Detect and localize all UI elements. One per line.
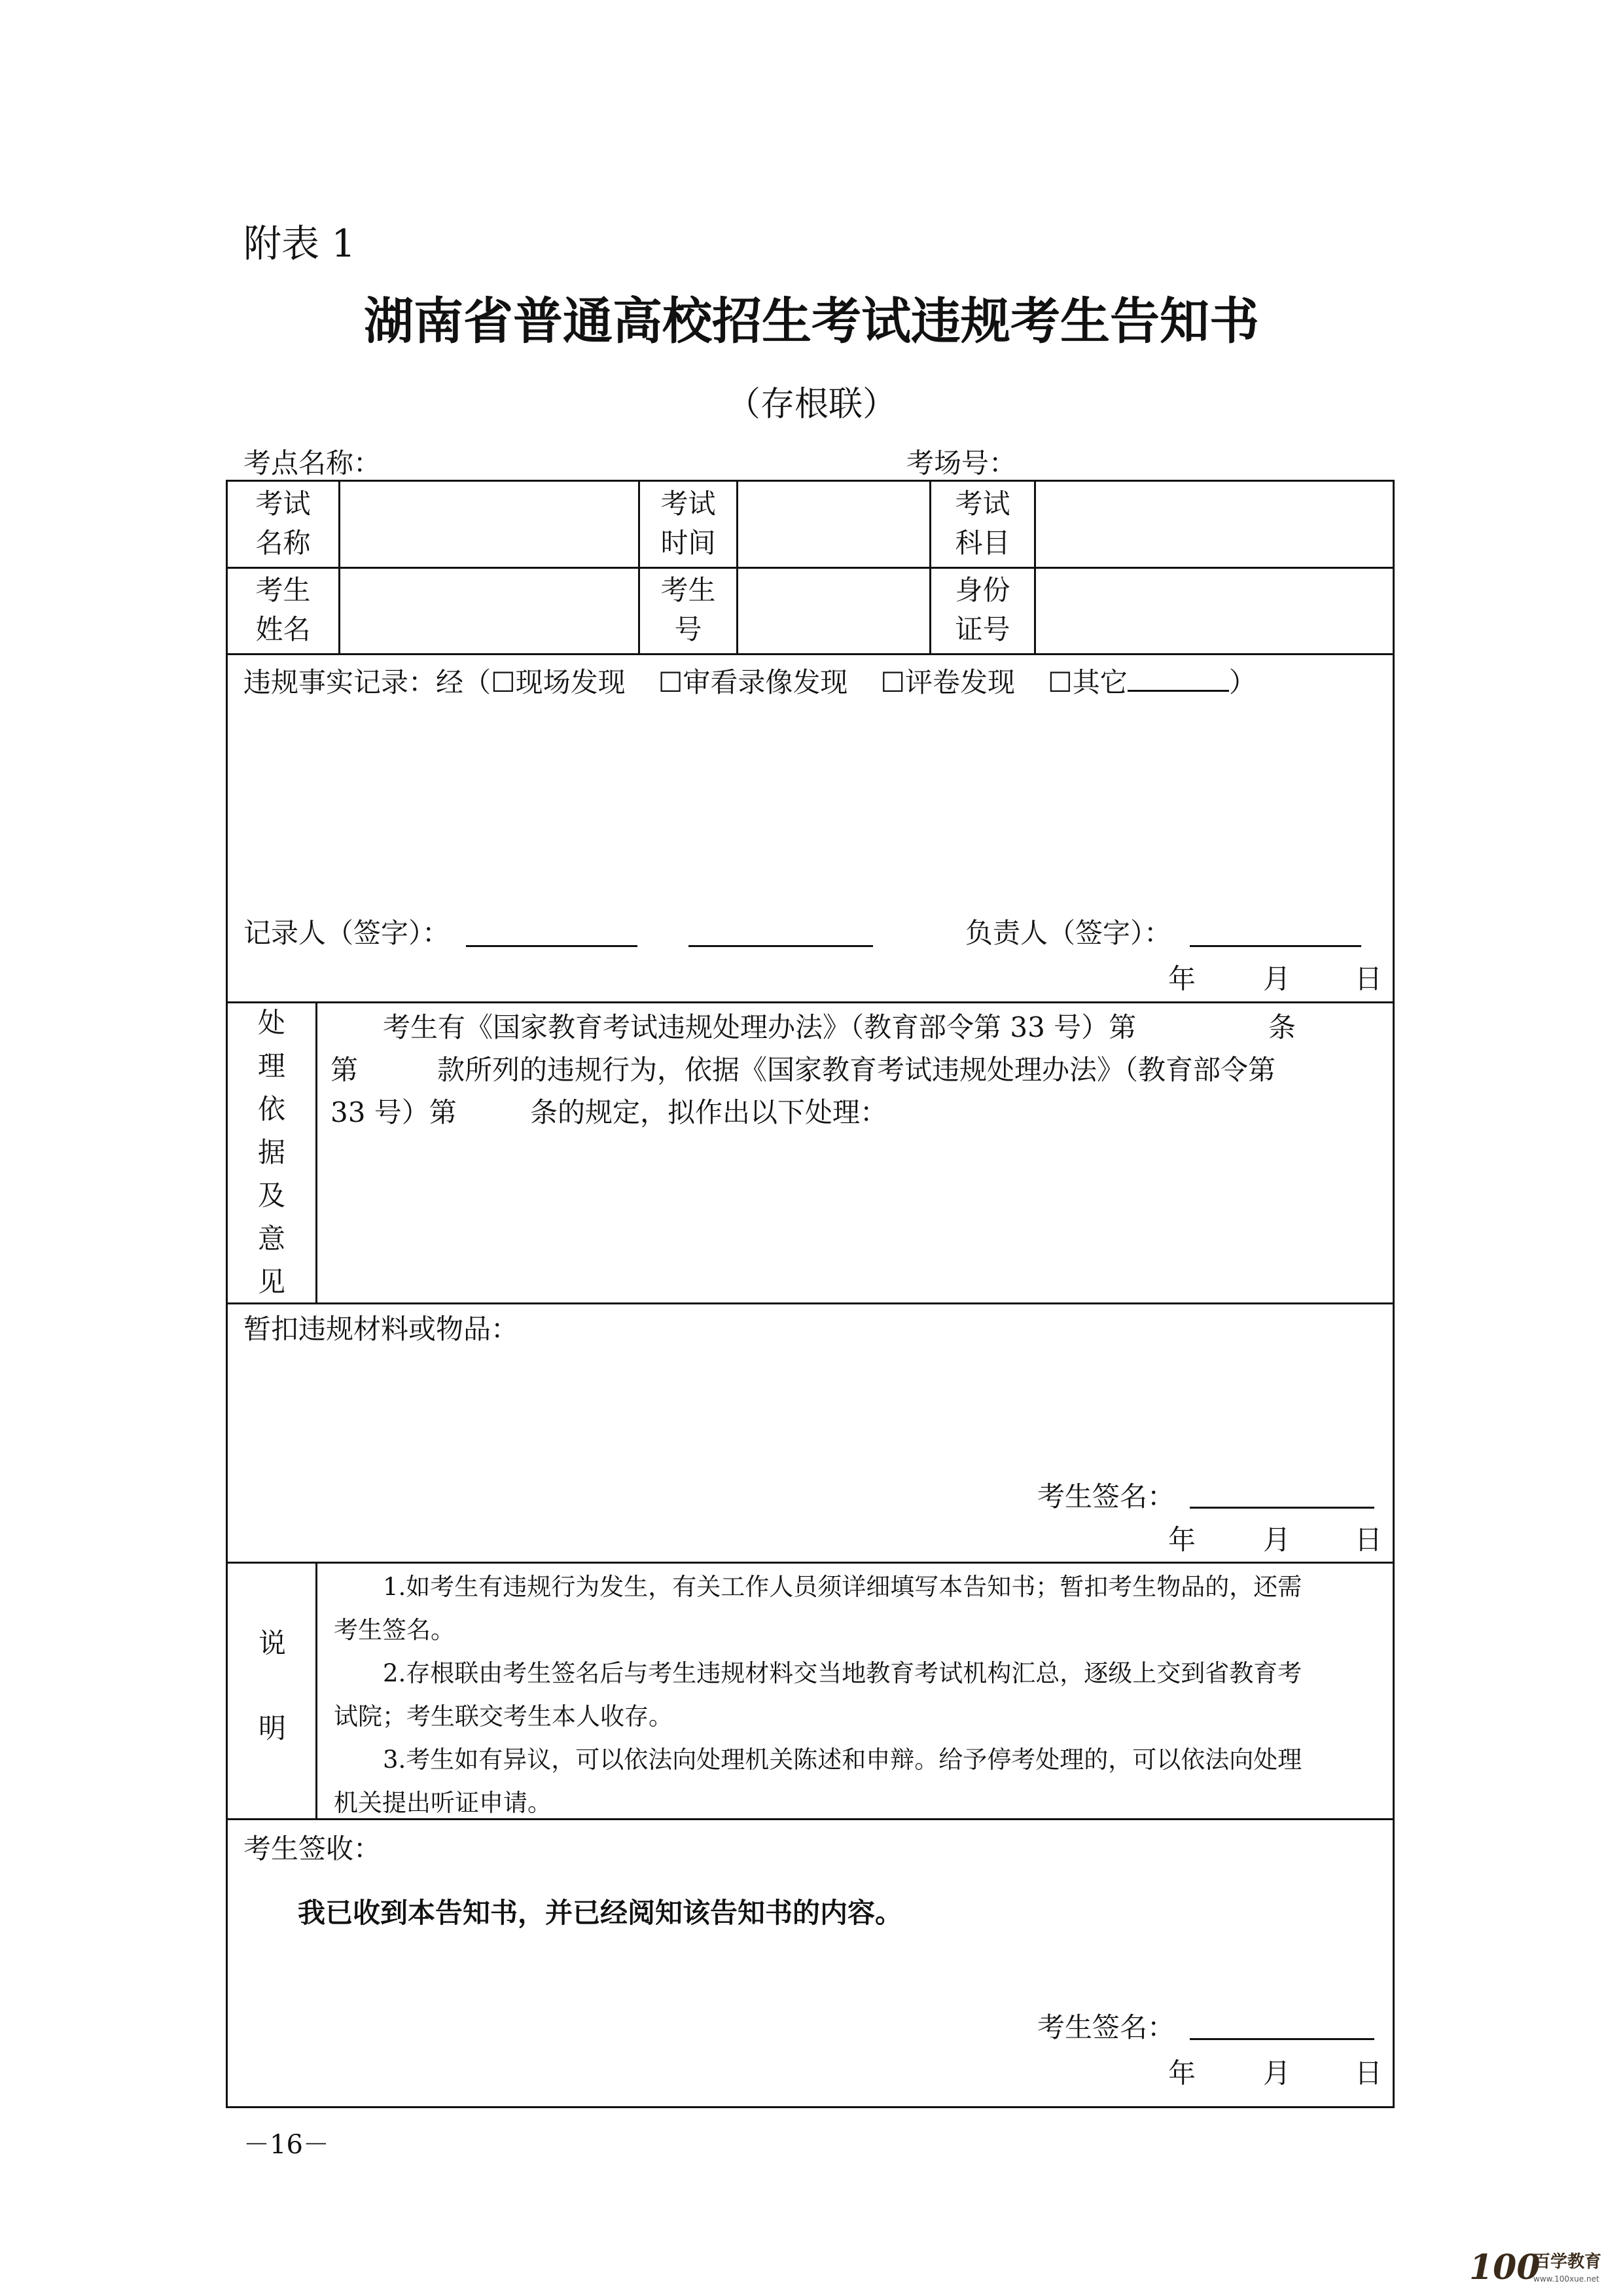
items-date-year: 年 <box>1168 1524 1196 1556</box>
items-sign-label: 考生签名： <box>1037 1480 1175 1513</box>
exam-subject-label: 考试 科目 <box>955 488 1010 559</box>
exam-name-label: 考试 名称 <box>255 488 311 559</box>
document-subtitle: （存根联） <box>726 385 897 424</box>
items-date-day: 日 <box>1355 1524 1383 1556</box>
withheld-items-label: 暂扣违规材料或物品： <box>243 1313 519 1345</box>
leader-label: 负责人（签字）： <box>965 917 1172 949</box>
exam-time-label: 考试 时间 <box>660 488 716 559</box>
receipt-sign-label: 考生签名： <box>1037 2011 1175 2043</box>
receipt-statement: 我已收到本告知书，并已经阅知该告知书的内容。 <box>298 1897 903 1929</box>
id-number-label: 身份 证号 <box>955 574 1010 645</box>
notes-side-label-2: 明 <box>259 1712 287 1744</box>
row-divider <box>226 653 1395 655</box>
basis-line-2b: 款所列的违规行为，依据《国家教育考试违规处理办法》（教育部令第 <box>437 1054 1276 1086</box>
note-line-2: 考生签名。 <box>334 1616 455 1644</box>
notice-table <box>226 480 1395 2108</box>
logo-url: www.100xue.net <box>1533 2274 1599 2284</box>
logo-number: 100 <box>1469 2248 1541 2287</box>
receipt-signature-line[interactable] <box>1190 2038 1374 2040</box>
note-line-6: 机关提出听证申请。 <box>334 1789 552 1817</box>
row-divider <box>226 1001 1395 1003</box>
row-divider <box>226 567 1395 569</box>
basis-line-1b: 条 <box>1268 1011 1296 1043</box>
basis-line-3b: 条的规定，拟作出以下处理： <box>530 1096 888 1128</box>
appendix-label: 附表 1 <box>243 221 356 266</box>
receipt-date-year: 年 <box>1168 2057 1196 2089</box>
basis-line-2a: 第 <box>330 1054 359 1086</box>
other-blank[interactable] <box>1128 666 1229 692</box>
student-name-label: 考生 姓名 <box>255 574 311 645</box>
col-divider <box>315 1001 317 1302</box>
checkbox-other[interactable]: ☐ <box>1048 666 1073 698</box>
recorder-signature-line-2[interactable] <box>688 945 873 947</box>
col-divider <box>338 480 340 655</box>
close-paren: ） <box>1228 666 1257 698</box>
basis-line-3a: 33 号）第 <box>330 1096 457 1128</box>
logo-name: 百学教育 <box>1533 2252 1602 2272</box>
checkbox-grading[interactable]: ☐ <box>880 666 906 698</box>
basis-side-label: 处 理 依 据 及 意 见 <box>257 1007 285 1298</box>
receipt-date-month: 月 <box>1263 2057 1291 2089</box>
notes-side-label-1: 说 <box>259 1627 287 1659</box>
note-line-5: 3.考生如有异议，可以依法向处理机关陈述和申辩。给予停考处理的，可以依法向处理 <box>383 1746 1302 1774</box>
violation-date-month: 月 <box>1263 963 1291 995</box>
recorder-label: 记录人（签字）： <box>243 917 450 949</box>
exam-site-label: 考点名称： <box>243 447 382 479</box>
exam-room-label: 考场号： <box>906 447 1017 479</box>
option-grading: 评卷发现 <box>905 666 1016 698</box>
document-title: 湖南省普通高校招生考试违规考生告知书 <box>364 292 1259 350</box>
row-divider <box>226 1562 1395 1564</box>
violation-record-prefix: 违规事实记录：经（ <box>243 666 491 698</box>
receipt-date-day: 日 <box>1355 2057 1383 2089</box>
recorder-signature-line-1[interactable] <box>466 945 637 947</box>
col-divider <box>1034 480 1036 655</box>
items-date-month: 月 <box>1263 1524 1291 1556</box>
receipt-label: 考生签收： <box>243 1833 382 1865</box>
violation-record-line <box>243 661 1257 700</box>
leader-signature-line[interactable] <box>1190 945 1361 947</box>
student-number-label: 考生 号 <box>660 574 716 645</box>
checkbox-onsite[interactable]: ☐ <box>491 666 516 698</box>
note-line-3: 2.存根联由考生签名后与考生违规材料交当地教育考试机构汇总，逐级上交到省教育考 <box>383 1659 1302 1687</box>
items-signature-line[interactable] <box>1190 1507 1374 1509</box>
basis-line-1a: 考生有《国家教育考试违规处理办法》（教育部令第 33 号）第 <box>383 1011 1137 1043</box>
col-divider <box>736 480 738 655</box>
row-divider <box>226 1302 1395 1304</box>
col-divider <box>315 1562 317 1818</box>
note-line-4: 试院；考生联交考生本人收存。 <box>334 1702 673 1731</box>
option-video: 审看录像发现 <box>683 666 848 698</box>
note-line-1: 1.如考生有违规行为发生，有关工作人员须详细填写本告知书；暂扣考生物品的，还需 <box>383 1573 1302 1601</box>
page-number: －16－ <box>243 2130 329 2160</box>
logo <box>1469 2244 1607 2289</box>
checkbox-video[interactable]: ☐ <box>658 666 683 698</box>
violation-date-day: 日 <box>1355 963 1383 995</box>
option-other: 其它 <box>1072 666 1128 698</box>
option-onsite: 现场发现 <box>515 666 626 698</box>
violation-date-year: 年 <box>1168 963 1196 995</box>
